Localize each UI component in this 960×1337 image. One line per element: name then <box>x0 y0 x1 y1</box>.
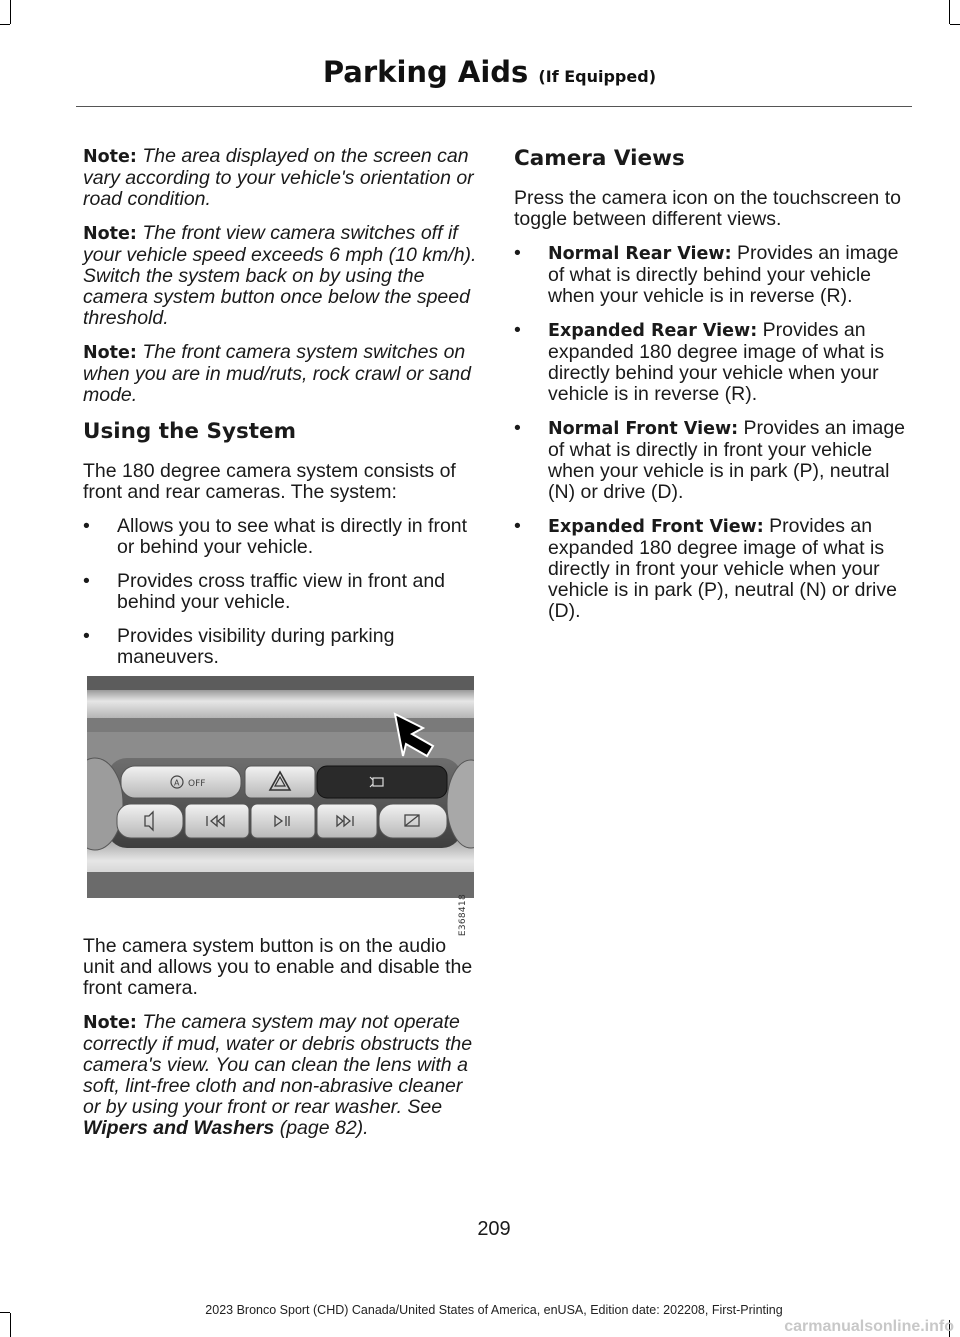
footer-edition: 2023 Bronco Sport (CHD) Canada/United States of America, enUSA, Edition date: 202208, First-Printing <box>205 1303 783 1317</box>
section-heading-using-system: Using the System <box>83 419 297 444</box>
camera-button-paragraph: The camera system button is on the audio unit and allows you to enable and disable the front camera. <box>83 935 473 999</box>
page-number: 209 <box>477 1218 511 1240</box>
crop-mark <box>949 0 950 24</box>
list-item: • Provides cross traffic view in front and behind your vehicle. <box>83 571 478 613</box>
note-3: Note: The front camera system switches on when you are in mud/ruts, rock crawl or sand mode. <box>83 341 472 406</box>
camera-views-list <box>514 243 910 622</box>
note-4: Note: The camera system may not operate correctly if mud, water or debris obstructs the camera's view. You can clean the lens with a soft, lint-free cloth and non-abrasive cleaner or by using your front or rear washer. See Wipers and Washers (page 82). <box>83 1011 473 1139</box>
list-item: • Expanded Front View: Provides an expanded 180 degree image of what is directly in front your vehicle when your vehicle is in park (P), neutral (N) or drive (D). <box>514 516 910 622</box>
left-column-lower <box>83 936 478 1152</box>
audio-unit-illustration <box>87 676 474 898</box>
system-bullets <box>83 516 478 668</box>
list-item: • Provides visibility during parking maneuvers. <box>83 626 478 668</box>
left-column <box>83 146 478 682</box>
camera-views-intro: Press the camera icon on the touchscreen to toggle between different views. <box>514 187 901 230</box>
list-item: • Normal Front View: Provides an image of what is directly in front your vehicle when your vehicle is in park (P), neutral (N) or drive (D). <box>514 418 910 503</box>
audio-unit-figure <box>87 676 474 937</box>
section-heading-camera-views: Camera Views <box>514 146 685 171</box>
crop-mark <box>0 24 10 25</box>
page-title: Parking Aids (If Equipped) <box>322 55 656 89</box>
note-1: Note: The area displayed on the screen can vary according to your vehicle's orientation or road condition. <box>83 145 474 210</box>
crop-mark <box>10 0 11 24</box>
auto-a-label: A <box>174 778 180 788</box>
note-2: Note: The front view camera switches off if your vehicle speed exceeds 6 mph (10 km/h). Switch the system back on by using the camera system button once below the speed threshold. <box>83 222 477 329</box>
crop-mark <box>950 24 960 25</box>
auto-off-label: OFF <box>188 779 206 789</box>
header-rule <box>76 106 912 107</box>
list-item: • Normal Rear View: Provides an image of what is directly behind your vehicle when your vehicle is in reverse (R). <box>514 243 910 307</box>
list-item: • Allows you to see what is directly in front or behind your vehicle. <box>83 516 478 558</box>
watermark: carmanualsonline.info <box>784 1318 954 1335</box>
figure-id: E368418 <box>458 894 468 937</box>
wipers-washers-link[interactable]: Wipers and Washers <box>83 1117 275 1139</box>
list-item: • Expanded Rear View: Provides an expanded 180 degree image of what is directly behind your vehicle when your vehicle is in reverse (R). <box>514 320 910 405</box>
right-column <box>514 146 910 636</box>
intro-paragraph: The 180 degree camera system consists of front and rear cameras. The system: <box>83 460 456 503</box>
